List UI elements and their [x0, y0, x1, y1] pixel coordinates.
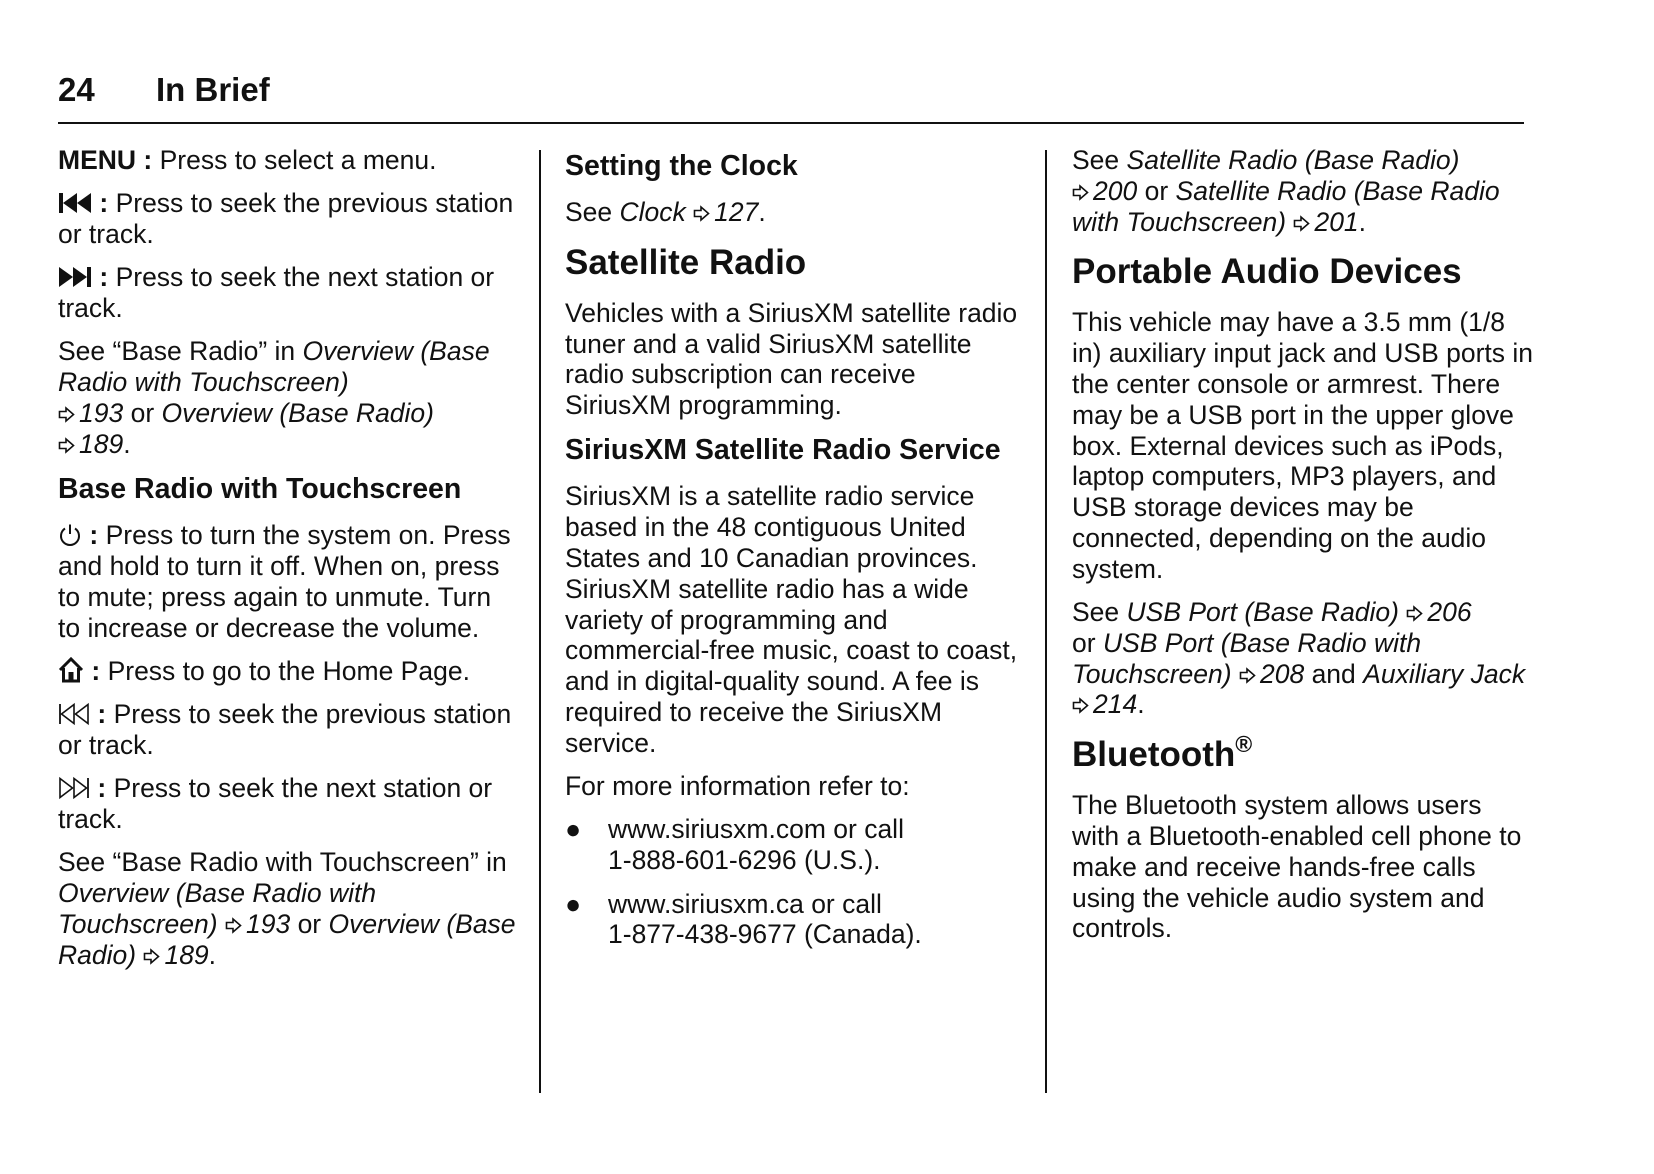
column-divider-2 [1045, 150, 1047, 1093]
see-usb: See USB Port (Base Radio) 206 or USB Port (Base Radio with Touchscreen) 208 and Auxiliary Jack 214. [1072, 597, 1526, 720]
seek-next-icon [58, 265, 92, 289]
page-ref[interactable]: 201 [1314, 206, 1359, 237]
portable-audio-heading: Portable Audio Devices [1072, 252, 1462, 292]
column-1 [58, 145, 520, 983]
page-ref-arrow-icon [1072, 184, 1089, 201]
column-divider-1 [539, 150, 541, 1093]
contact-phone: 1-877-438-9677 (Canada). [608, 919, 922, 950]
see-base-radio: See “Base Radio” in Overview (Base Radio with Touchscreen) 193 or Overview (Base Radio) 189. [58, 336, 490, 459]
page-ref[interactable]: 189 [79, 428, 124, 459]
contact-phone: 1-888-601-6296 (U.S.). [608, 845, 881, 876]
xref-link[interactable]: Overview (Base Radio with Touchscreen) [58, 336, 490, 398]
clock-heading: Setting the Clock [565, 150, 798, 182]
menu-entry: MENU : Press to select a menu. [58, 145, 437, 175]
power-icon [58, 523, 82, 547]
satellite-radio-heading: Satellite Radio [565, 242, 807, 282]
seek-previous-icon [58, 191, 92, 215]
section-title: In Brief [156, 71, 270, 108]
xref-link[interactable]: USB Port (Base Radio) [1126, 597, 1399, 628]
bullet-icon: ● [565, 888, 582, 919]
touchscreen-heading: Base Radio with Touchscreen [58, 473, 462, 506]
page-ref-arrow-icon [225, 917, 242, 934]
contact-line: www.siriusxm.ca or call [608, 888, 882, 919]
page-ref[interactable]: 193 [245, 908, 291, 939]
bullet-icon: ● [565, 814, 582, 845]
registered-mark: ® [1235, 731, 1253, 758]
seek-previous-outline-icon [58, 702, 90, 726]
xref-link[interactable]: Overview (Base Radio with Touchscreen) [58, 878, 377, 939]
portable-text: This vehicle may have a 3.5 mm (1/8 in) auxiliary input jack and USB ports in the center console or armrest. There may be a USB port in the upper glove box. External devices such as iPods, laptop computers, MP3 players, and USB storage devices may be connected, depending on the audio system. [1072, 307, 1534, 584]
contact-list [565, 814, 1025, 950]
page-ref[interactable]: 208 [1259, 658, 1305, 689]
page-ref[interactable]: 193 [79, 398, 124, 429]
xref-link[interactable]: Clock [619, 197, 686, 227]
touch-seek-next-entry: : Press to seek the next station or track. [58, 773, 493, 835]
page-ref-arrow-icon [1239, 667, 1256, 684]
column-2 [565, 145, 1025, 963]
page-ref-arrow-icon [143, 948, 160, 965]
touch-seek-prev-entry: : Press to seek the previous station or track. [58, 699, 512, 760]
power-entry: : Press to turn the system on. Press and hold to turn it off. When on, press to mute; press again to unmute. Turn to increase or decrease the volume. [58, 520, 511, 643]
xref-link[interactable]: Auxiliary Jack [1363, 658, 1526, 689]
menu-key: MENU : [58, 145, 160, 175]
clock-see: See Clock 127. [565, 197, 766, 227]
header-rule [58, 122, 1524, 124]
page-ref[interactable]: 206 [1427, 597, 1472, 628]
see-satellite: See Satellite Radio (Base Radio) 200 or Satellite Radio (Base Radio with Touchscreen) 201. [1072, 145, 1500, 237]
page-ref[interactable]: 127 [714, 197, 759, 227]
bluetooth-text: The Bluetooth system allows users with a Bluetooth-enabled cell phone to make and receive hands-free calls using the vehicle audio system and controls. [1072, 790, 1522, 944]
seek-next-entry: : Press to seek the next station or track. [58, 262, 495, 324]
page-ref[interactable]: 189 [164, 939, 209, 970]
page-number: 24 [58, 71, 95, 108]
bluetooth-heading: Bluetooth® [1072, 731, 1253, 775]
page-ref-arrow-icon [58, 437, 75, 454]
list-item [565, 814, 1025, 876]
xref-link[interactable]: Overview (Base Radio) [58, 908, 516, 970]
page-ref-arrow-icon [1293, 215, 1310, 232]
page-ref-arrow-icon [693, 205, 710, 222]
seek-prev-entry: : Press to seek the previous station or track. [58, 188, 514, 250]
more-info: For more information refer to: [565, 771, 910, 802]
xref-link[interactable]: USB Port (Base Radio with Touchscreen) [1072, 627, 1422, 689]
home-icon [58, 657, 84, 683]
page-header [58, 70, 270, 110]
page-ref[interactable]: 214 [1093, 689, 1138, 720]
list-item [565, 889, 1025, 951]
contact-line: www.siriusxm.com or call [608, 814, 904, 845]
satellite-intro: Vehicles with a SiriusXM satellite radio tuner and a valid SiriusXM satellite radio subscription can receive SiriusXM programming. [565, 297, 1018, 421]
page-ref-arrow-icon [1406, 605, 1423, 622]
xref-link[interactable]: Satellite Radio (Base Radio with Touchscreen) [1072, 175, 1500, 237]
page-ref-arrow-icon [1072, 697, 1089, 714]
page-ref[interactable]: 200 [1093, 175, 1138, 206]
page-ref-arrow-icon [58, 406, 75, 423]
xref-link[interactable]: Satellite Radio (Base Radio) [1126, 145, 1460, 175]
seek-next-outline-icon [58, 776, 90, 800]
service-heading: SiriusXM Satellite Radio Service [565, 434, 1001, 467]
xref-link[interactable]: Overview (Base Radio) [161, 398, 434, 429]
service-text: SiriusXM is a satellite radio service based in the 48 contiguous United States and 10 Canadian provinces. SiriusXM satellite radio has a wide variety of programming and commercial-free music, coast to coast, and in digital-quality sound. A fee is required to receive the SiriusXM service. [565, 481, 1018, 758]
see-touchscreen: See “Base Radio with Touchscreen” in Overview (Base Radio with Touchscreen) 193 or Overview (Base Radio) 189. [58, 847, 516, 970]
column-3 [1072, 145, 1534, 957]
home-entry: : Press to go to the Home Page. [58, 656, 520, 687]
